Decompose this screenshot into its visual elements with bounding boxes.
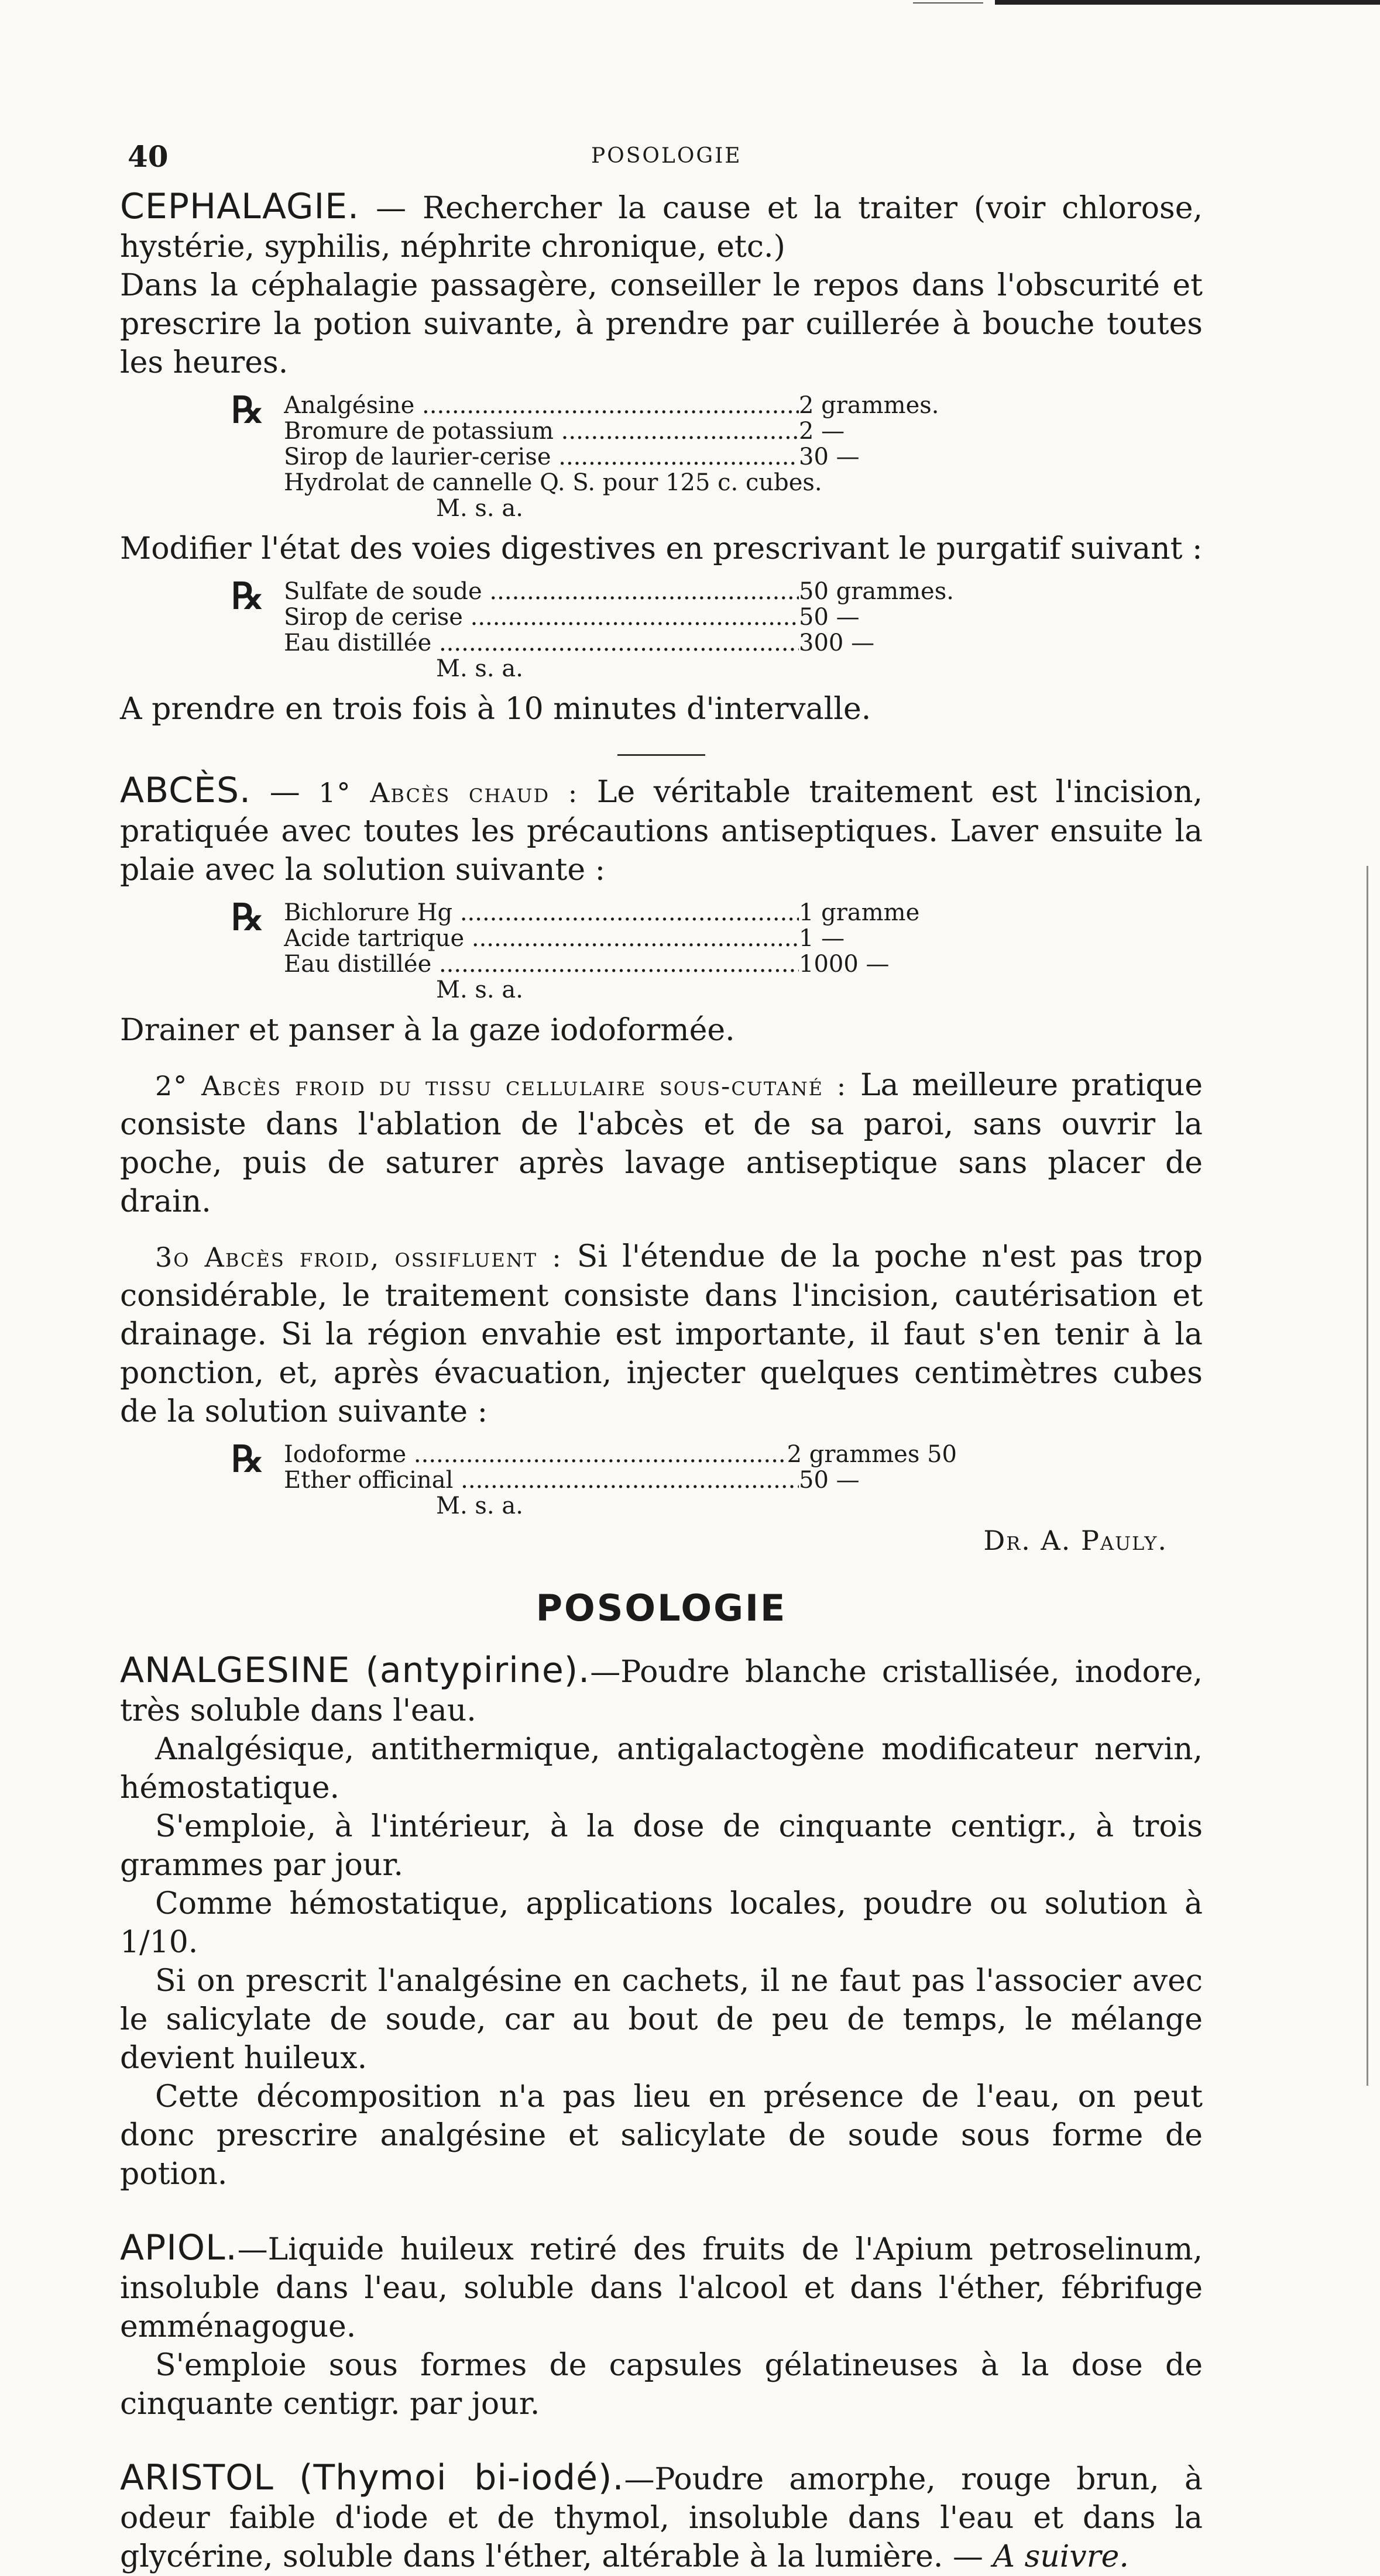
prescription-row: Iodoforme ..... 2 grammes 50 xyxy=(284,1442,957,1467)
scan-artifact-line xyxy=(913,2,983,4)
abces-subheading-2: 2° Abcès froid du tissu cellulaire sous-cutané : xyxy=(155,1070,847,1102)
abces-paragraph-1: ABCÈS. — 1° Abcès chaud : Le véritable traitement est l'incision, pratiquée avec toutes les précautions antiseptiques. Laver ensuite la plaie avec la solution suivante : xyxy=(120,770,1203,888)
prescription-msa: M. s. a. xyxy=(436,1492,523,1519)
section-title: POSOLOGIE xyxy=(535,1587,787,1629)
analgesine-subheading: (antypirine). xyxy=(365,1650,591,1691)
running-head: POSOLOGIE xyxy=(591,144,742,168)
prescription-row: Sirop de laurier-cerise ..... 30 — xyxy=(284,444,957,470)
prescription-row: Ether officinal ..... 50 — xyxy=(284,1467,957,1493)
aristol-paragraph: ARISTOL (Thymoi bi-iodé).—Poudre amorphe, rouge brun, à odeur faible d'iode et de thymol, insoluble dans l'eau et dans la glycérine, soluble dans l'éther, altérable à la lumière. — A suivre. xyxy=(120,2457,1203,2574)
cephalagie-heading: CEPHALAGIE. xyxy=(120,186,360,227)
prescription-row: Acide tartrique ..... 1 — xyxy=(284,926,957,951)
cephalagie-text-2: Dans la céphalagie passagère, conseiller le repos dans l'obscurité et prescrire la potion suivante, à prendre par cuillerée à bouche toutes les heures. xyxy=(120,268,1203,380)
page-body xyxy=(120,187,1203,2576)
abces-paragraph-2: 2° Abcès froid du tissu cellulaire sous-cutané : La meilleure pratique consiste dans l'ablation de l'abcès et de sa paroi, sans ouvrir la poche, puis de saturer après lavage antiseptique sans placer de drain. xyxy=(120,1068,1203,1219)
prescription-3 xyxy=(231,896,957,1003)
prescription-2 xyxy=(231,575,957,682)
recipe-symbol: ℞ xyxy=(231,388,264,431)
apiol-heading: APIOL. xyxy=(120,2227,238,2268)
recipe-symbol: ℞ xyxy=(231,575,264,617)
prescription-row: Sirop de cerise ..... 50 — xyxy=(284,604,957,630)
analgesine-text-2: Analgésique, antithermique, antigalactogène modificateur nervin, hémostatique. xyxy=(120,1732,1203,1805)
section-divider xyxy=(617,754,705,756)
analgesine-text-4: Comme hémostatique, applications locales, poudre ou solution à 1/10. xyxy=(120,1886,1203,1960)
prescription-1 xyxy=(231,388,957,522)
prescription-tail: Hydrolat de cannelle Q. S. pour 125 c. cubes. xyxy=(284,469,822,496)
prescription-msa: M. s. a. xyxy=(436,495,523,522)
prescription-row: Analgésine ..... 2 grammes. xyxy=(284,393,957,418)
abces-subheading-1: 1° Abcès chaud : xyxy=(318,777,579,809)
abces-after-text: Drainer et panser à la gaze iodoformée. xyxy=(120,1013,735,1048)
page-header xyxy=(0,139,1380,174)
abces-heading: ABCÈS. xyxy=(120,770,252,811)
cephalagie-text-4: A prendre en trois fois à 10 minutes d'intervalle. xyxy=(120,692,871,727)
prescription-row: Eau distillée ..... 300 — xyxy=(284,630,957,656)
page-number: 40 xyxy=(128,139,169,174)
analgesine-paragraph: ANALGESINE (antypirine).—Poudre blanche cristallisée, inodore, très soluble dans l'eau. xyxy=(120,1650,1203,1728)
prescription-msa: M. s. a. xyxy=(436,976,523,1003)
recipe-symbol: ℞ xyxy=(231,896,264,938)
cephalagie-text-1: — Rechercher la cause et la traiter (voir chlorose, hystérie, syphilis, néphrite chronique, etc.) xyxy=(120,191,1203,264)
cephalagie-text-3: Modifier l'état des voies digestives en prescrivant le purgatif suivant : xyxy=(120,531,1203,566)
prescription-row: Bichlorure Hg ..... 1 gramme xyxy=(284,900,957,926)
prescription-4 xyxy=(231,1437,957,1519)
aristol-subheading: (Thymoi bi-iodé). xyxy=(299,2457,624,2498)
recipe-symbol: ℞ xyxy=(231,1437,264,1480)
abces-paragraph-3: 3o Abcès froid, ossifluent : Si l'étendue de la poche n'est pas trop considérable, le traitement consiste dans l'incision, cautérisation et drainage. Si la région envahie est importante, il faut s'en tenir à la ponction, et, après évacuation, injecter quelques centimètres cubes de la solution suivante : xyxy=(120,1239,1203,1429)
prescription-msa: M. s. a. xyxy=(436,655,523,682)
aristol-heading: ARISTOL xyxy=(120,2457,274,2498)
prescription-row: Bromure de potassium ..... 2 — xyxy=(284,418,957,444)
scan-edge-marks xyxy=(1367,866,1375,2086)
analgesine-heading: ANALGESINE xyxy=(120,1650,351,1691)
cephalagie-paragraph xyxy=(120,187,1203,266)
prescription-row: Eau distillée ..... 1000 — xyxy=(284,951,957,977)
continued-note: A suivre. xyxy=(993,2539,1129,2574)
analgesine-text-5: Si on prescrit l'analgésine en cachets, il ne faut pas l'associer avec le salicylate de soude, car au bout de peu de temps, le mélange devient huileux. xyxy=(120,1963,1203,2076)
analgesine-text-3: S'emploie, à l'intérieur, à la dose de cinquante centigr., à trois grammes par jour. xyxy=(120,1809,1203,1883)
apiol-text-2: S'emploie sous formes de capsules gélatineuses à la dose de cinquante centigr. par jour. xyxy=(120,2348,1203,2422)
apiol-paragraph: APIOL.—Liquide huileux retiré des fruits de l'Apium petroselinum, insoluble dans l'eau, soluble dans l'alcool et dans l'éther, fébrifuge emménagogue. xyxy=(120,2227,1203,2344)
abces-subheading-3: 3o Abcès froid, ossifluent : xyxy=(155,1241,562,1273)
analgesine-text-6: Cette décomposition n'a pas lieu en présence de l'eau, on peut donc prescrire analgésine et salicylate de soude sous forme de potion. xyxy=(120,2079,1203,2192)
author-signature: Dr. A. Pauly. xyxy=(983,1525,1168,1556)
prescription-row: Sulfate de soude ..... 50 grammes. xyxy=(284,579,957,604)
scan-artifact-bar xyxy=(995,0,1380,5)
